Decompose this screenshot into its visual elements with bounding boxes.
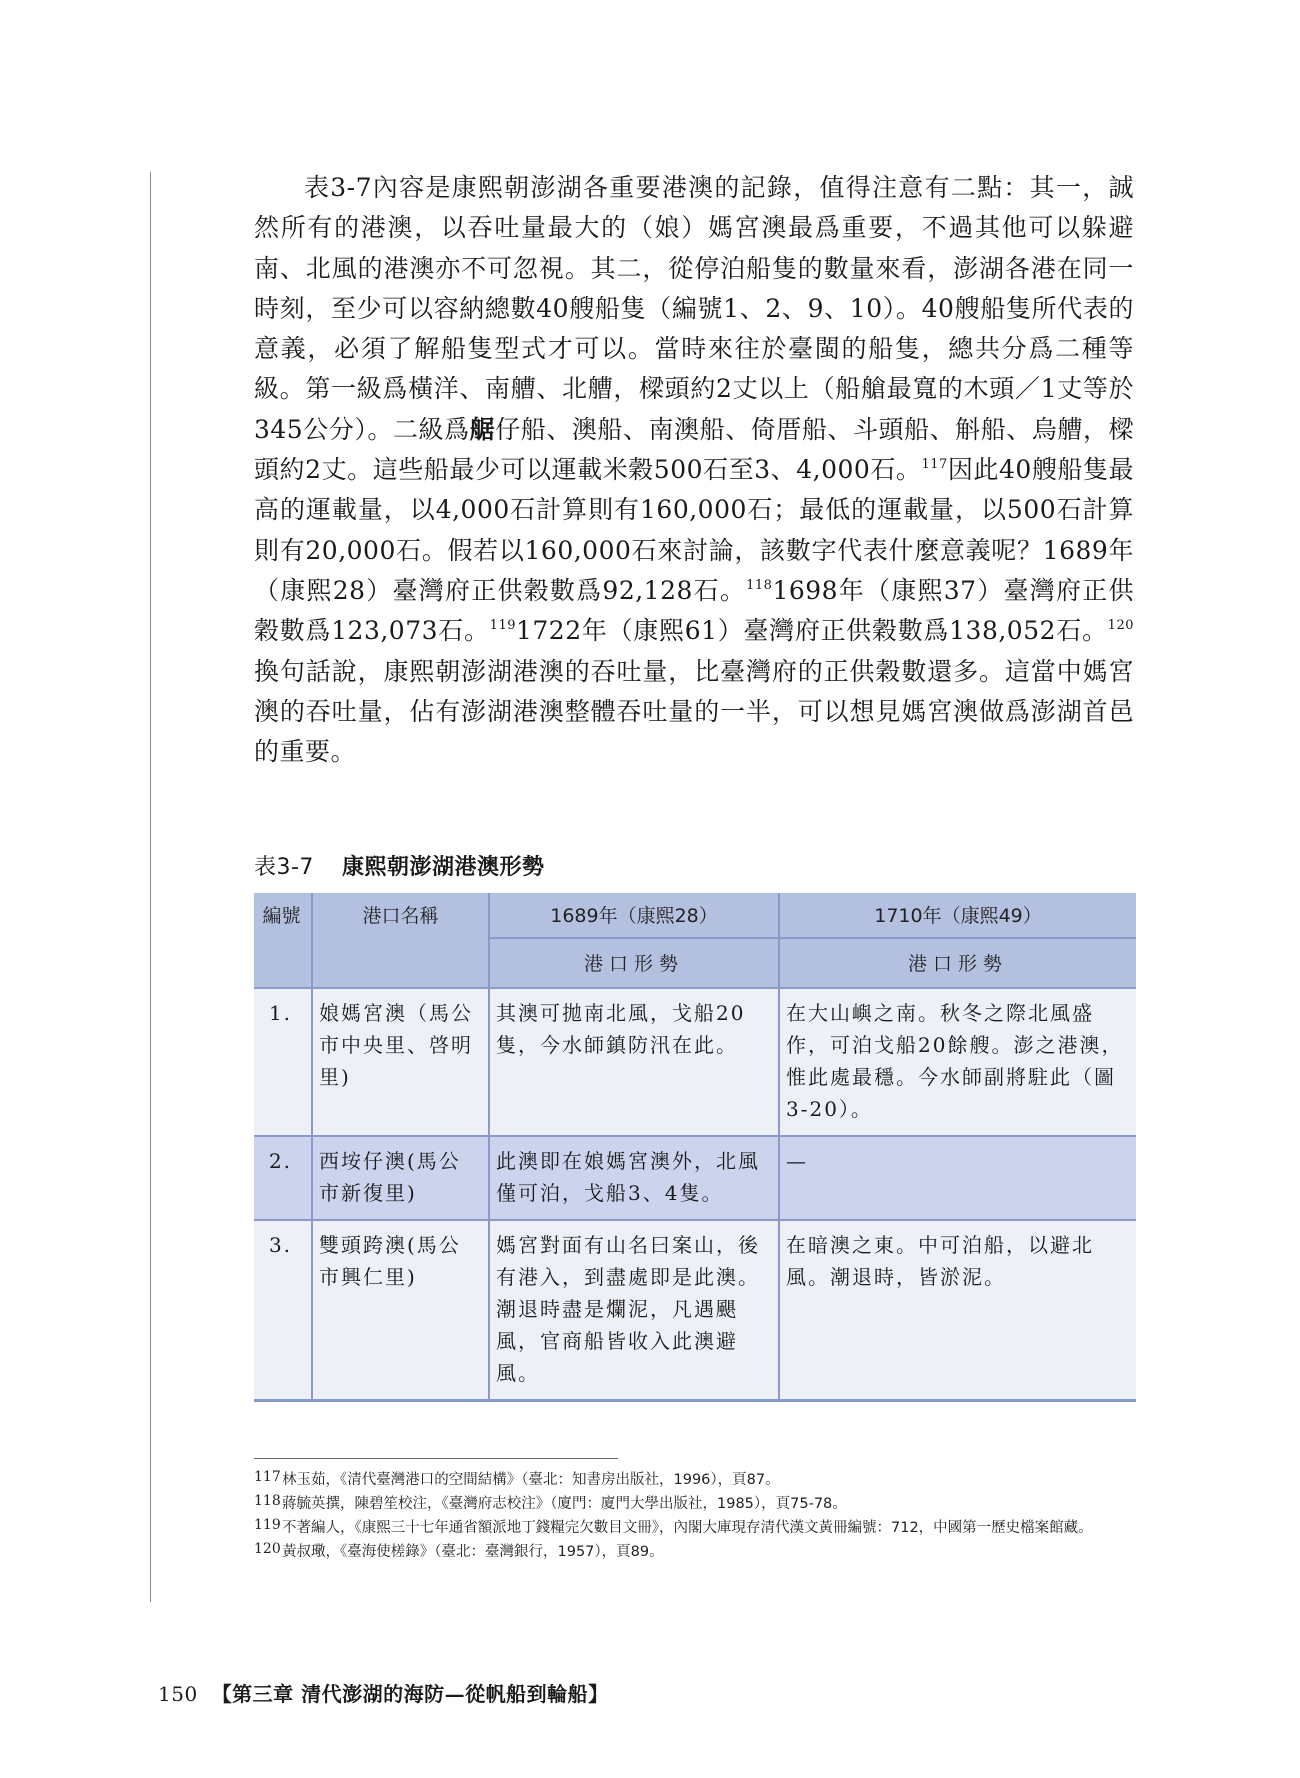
footnote-text: 黃叔璥，《臺海使槎錄》（臺北：臺灣銀行，1957），頁89。 xyxy=(282,1544,664,1560)
footnote-120 xyxy=(254,1540,1136,1564)
text-run: 換句話說，康熙朝澎湖港澳的吞吐量，比臺灣府的正供穀數還多。這當中媽宮澳的吞吐量，佔有澎湖港澳整體吞吐量的一半，可以想見媽宮澳做爲澎湖首邑的重要。 xyxy=(254,656,1134,767)
footnote-number: 118 xyxy=(254,1493,281,1509)
footnote-text: 蔣毓英撰，陳碧笙校注，《臺灣府志校注》（廈門：廈門大學出版社，1985），頁75-78。 xyxy=(282,1496,847,1512)
footnote-number: 120 xyxy=(254,1541,281,1557)
header-situation-1689: 港口形勢 xyxy=(489,938,779,988)
table-number: 表3-7 xyxy=(254,855,314,880)
text-run-bold: 艍 xyxy=(469,414,496,444)
footnote-text: 不著編人，《康熙三十七年通省額派地丁錢糧完欠數目文冊》，內閣大庫現存清代漢文黃冊編號：712，中國第一歷史檔案館藏。 xyxy=(282,1520,1093,1536)
cell-1689: 其澳可拋南北風，戈船20隻，今水師鎮防汛在此。 xyxy=(489,988,779,1136)
table-row xyxy=(254,1220,1136,1401)
cell-port-name: 娘媽宮澳（馬公市中央里、啓明里) xyxy=(312,988,489,1136)
paragraph xyxy=(254,168,1134,772)
footnote-ref[interactable]: 117 xyxy=(921,457,948,473)
footnote-117 xyxy=(254,1468,1136,1492)
header-index: 編號 xyxy=(254,893,312,988)
footnote-separator xyxy=(254,1458,618,1459)
footnotes xyxy=(254,1468,1136,1564)
footnote-118 xyxy=(254,1492,1136,1516)
cell-1689: 此澳即在娘媽宮澳外，北風僅可泊，戈船3、4隻。 xyxy=(489,1136,779,1220)
cell-port-name: 西垵仔澳(馬公市新復里) xyxy=(312,1136,489,1220)
cell-index: 2. xyxy=(254,1136,312,1220)
margin-rule xyxy=(150,172,151,1602)
header-port-name: 港口名稱 xyxy=(312,893,489,988)
cell-index: 3. xyxy=(254,1220,312,1401)
cell-1710: — xyxy=(779,1136,1136,1220)
page-footer xyxy=(158,1678,609,1707)
header-year-1710: 1710年（康熙49） xyxy=(779,893,1136,938)
cell-1710: 在大山嶼之南。秋冬之際北風盛作，可泊戈船20餘艘。澎之港澳，惟此處最穩。今水師副將駐此（圖3-20）。 xyxy=(779,988,1136,1136)
text-run: 因此40艘船隻最高的運載量，以4,000石計算則有160,000石；最低的運載量，以500石計算則有20,000石。假若以160,000石來討論，該數字代表什麼意義呢？1689年（康熙28）臺灣府正供穀數爲92,128石。 xyxy=(254,455,1135,605)
cell-1710: 在暗澳之東。中可泊船，以避北風。潮退時，皆淤泥。 xyxy=(779,1220,1136,1401)
text-run: 1698年（康熙37）臺灣府正供穀數爲123,073石。 xyxy=(254,575,1134,646)
running-title: 【第三章 清代澎湖的海防—從帆船到輪船】 xyxy=(211,1682,609,1706)
table-title: 康熙朝澎湖港澳形勢 xyxy=(341,855,545,880)
page-number: 150 xyxy=(158,1682,198,1706)
footnote-number: 119 xyxy=(254,1517,281,1533)
text-run: 表3-7內容是康熙朝澎湖各重要港澳的記錄，值得注意有二點：其一，誠然所有的港澳，以吞吐量最大的（娘）媽宮澳最爲重要，不過其他可以躲避南、北風的港澳亦不可忽視。其二，從停泊船隻的數量來看，澎湖各港在同一時刻，至少可以容納總數40艘船隻（編號1、2、9、10）。40艘船隻所代表的意義，必須了解船隻型式才可以。當時來往於臺閩的船隻，總共分爲二種等級。第一級爲橫洋、南艚、北艚，樑頭約2丈以上（船艙最寬的木頭／1丈等於345公分）。二級爲 xyxy=(254,173,1134,444)
text-run: 1722年（康熙61）臺灣府正供穀數爲138,052石。 xyxy=(516,616,1108,646)
text-run: 仔船、澳船、南澳船、倚厝船、斗頭船、斛船、烏艚，樑頭約2丈。這些船最少可以運載米穀500石至3、4,000石。 xyxy=(254,414,1134,485)
footnote-ref[interactable]: 118 xyxy=(746,577,773,593)
cell-1689: 媽宮對面有山名曰案山，後有港入，到盡處即是此澳。潮退時盡是爛泥，凡遇颶風，官商船皆收入此澳避風。 xyxy=(489,1220,779,1401)
table-row xyxy=(254,988,1136,1136)
footnote-ref[interactable]: 120 xyxy=(1107,618,1134,634)
footnote-119 xyxy=(254,1516,1136,1540)
table-caption xyxy=(254,850,544,881)
header-situation-1710: 港口形勢 xyxy=(779,938,1136,988)
footnote-number: 117 xyxy=(254,1469,281,1485)
table-row xyxy=(254,1136,1136,1220)
header-year-1689: 1689年（康熙28） xyxy=(489,893,779,938)
ports-table xyxy=(254,893,1136,1402)
cell-port-name: 雙頭跨澳(馬公市興仁里) xyxy=(312,1220,489,1401)
footnote-ref[interactable]: 119 xyxy=(489,618,516,634)
body-text xyxy=(254,168,1134,772)
cell-index: 1. xyxy=(254,988,312,1136)
footnote-text: 林玉茹，《清代臺灣港口的空間結構》（臺北：知書房出版社，1996），頁87。 xyxy=(282,1472,780,1488)
